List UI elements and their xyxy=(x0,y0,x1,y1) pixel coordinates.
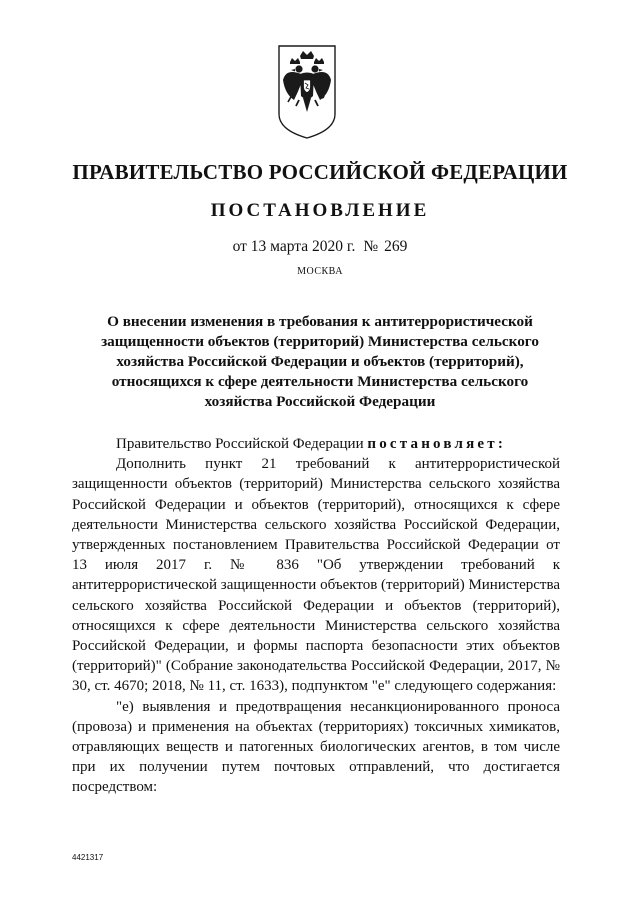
document-identifier: 4421317 xyxy=(72,853,104,862)
body-paragraph-1: Дополнить пункт 21 требований к антитеррористической защищенности объектов (территорий) Министерства сельского хозяйства Российской Федерации и объектов (территорий), относящихся к сфере деятельности Министерства сельского хозяйства Российской Федерации, утвержденных постановлением Правительства Российской Федерации от 13 июля 2017 г. № 836 "Об утверждении требований к антитеррористической защищенности объектов (территорий) Министерства сельского хозяйства Российской Федерации и объектов (территорий), относящихся к сфере деятельности Министерства сельского хозяйства Российской Федерации, и формы паспорта безопасности этих объектов (территорий)" (Собрание законодательства Российской Федерации, 2017, № 30, ст. 4670; 2018, № 11, ст. 1633), подпунктом "е" следующего содержания: xyxy=(72,456,560,695)
coat-of-arms-icon xyxy=(276,44,338,140)
document-number: 269 xyxy=(384,238,408,255)
document-city: МОСКВА xyxy=(297,266,343,277)
body-paragraph-2: "е) выявления и предотвращения несанкционированного проноса (провоза) и применения на объектах (территориях) токсичных химикатов, отравляющих веществ и патогенных биологических агентов, в том числе при их получении путем почтовых отправлений, что достигается посредством: xyxy=(72,698,560,796)
decree-intro xyxy=(72,434,560,454)
document-body xyxy=(72,434,560,798)
number-sign: № xyxy=(363,238,379,255)
government-title: ПРАВИТЕЛЬСТВО РОССИЙСКОЙ ФЕДЕРАЦИИ xyxy=(72,160,568,184)
decree-word: постановляет: xyxy=(367,436,507,452)
document-subject: О внесении изменения в требования к антитеррористической защищенности объектов (территорий) Министерства сельского хозяйства Российской Федерации и объектов (территорий), относящихся к сфере деятельности Министерства сельского хозяйства Российской Федерации xyxy=(101,313,539,410)
document-type: ПОСТАНОВЛЕНИЕ xyxy=(210,200,430,221)
document-date-number xyxy=(0,238,640,256)
document-date: от 13 марта 2020 г. xyxy=(232,238,356,255)
decree-intro-text: Правительство Российской Федерации xyxy=(116,436,364,452)
